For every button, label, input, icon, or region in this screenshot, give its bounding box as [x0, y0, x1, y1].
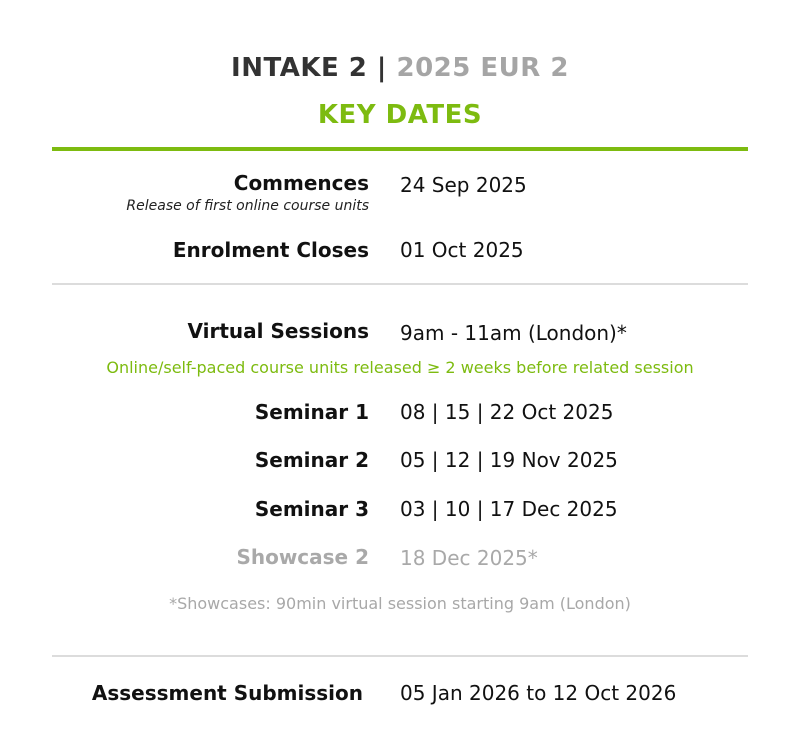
course-units-note: Online/self-paced course units released ≥ 2 weeks before related session [106, 358, 694, 377]
seminar-2-dates: 05 | 12 | 19 Nov 2025 [400, 448, 618, 472]
showcase-2-date: 18 Dec 2025* [400, 546, 538, 570]
commences-value: 24 Sep 2025 [400, 173, 527, 197]
page-title [0, 53, 800, 83]
accent-divider [52, 147, 748, 151]
showcase-2-label: Showcase 2 [236, 545, 369, 569]
intake-label: INTAKE 2 [231, 53, 368, 83]
virtual-sessions-time: 9am - 11am (London)* [400, 321, 627, 345]
seminar-1-dates: 08 | 15 | 22 Oct 2025 [400, 400, 614, 424]
title-separator: | [367, 53, 397, 83]
showcase-footnote: *Showcases: 90min virtual session starting 9am (London) [169, 594, 631, 613]
seminar-3-dates: 03 | 10 | 17 Dec 2025 [400, 497, 618, 521]
section-divider [52, 655, 748, 657]
seminar-1-label: Seminar 1 [254, 400, 369, 424]
section-divider [52, 283, 748, 285]
assessment-submission-label: Assessment Submission [91, 681, 363, 705]
seminar-3-label: Seminar 3 [254, 497, 369, 521]
assessment-submission-dates: 05 Jan 2026 to 12 Oct 2026 [400, 681, 677, 705]
commences-note: Release of first online course units [126, 198, 369, 214]
virtual-sessions-label: Virtual Sessions [187, 319, 369, 343]
enrolment-closes-label: Enrolment Closes [172, 238, 369, 262]
commences-label: Commences [233, 171, 369, 195]
cohort-label: 2025 EUR 2 [396, 53, 569, 83]
seminar-2-label: Seminar 2 [254, 448, 369, 472]
enrolment-closes-value: 01 Oct 2025 [400, 238, 524, 262]
key-dates-heading: KEY DATES [317, 100, 483, 130]
